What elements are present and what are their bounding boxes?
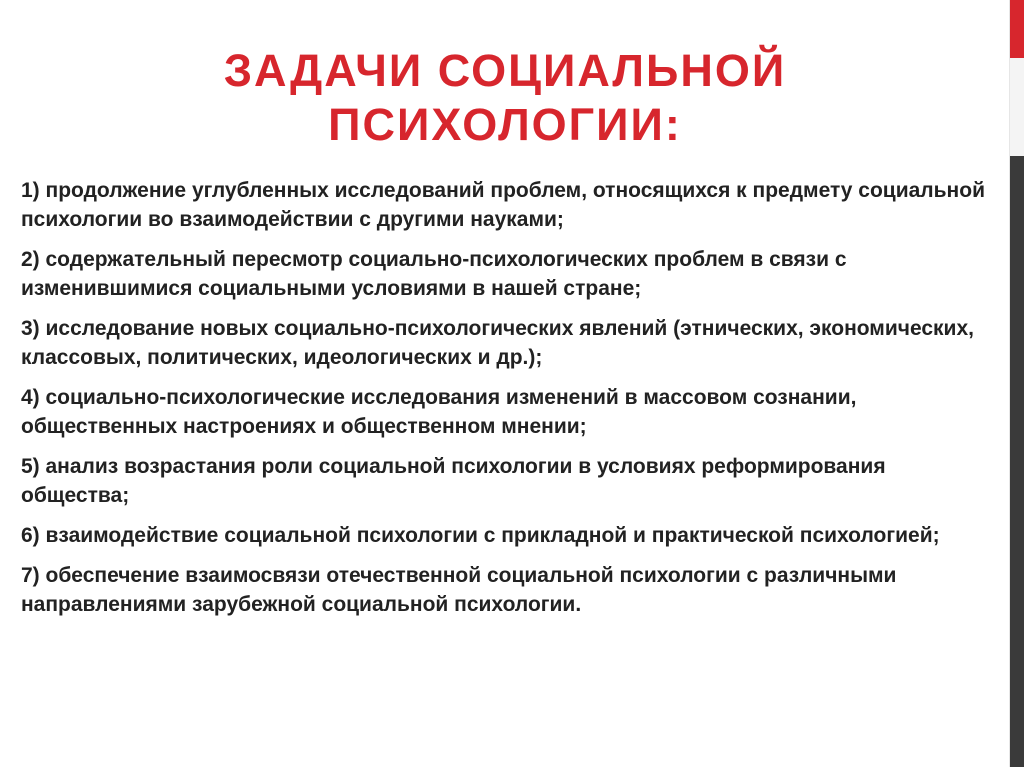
task-item-2: 2) содержательный пересмотр социально-психологических проблем в связи с изменившимися социальными условиями в нашей стране; (21, 248, 847, 300)
slide-title-line-1: ЗАДАЧИ СОЦИАЛЬНОЙ (223, 45, 787, 96)
task-item-4: 4) социально-психологические исследования изменений в массовом сознании, общественных настроениях и общественном мнении; (21, 386, 857, 438)
task-item-6: 6) взаимодействие социальной психологии с прикладной и практической психологией; (21, 524, 940, 547)
task-item-5: 5) анализ возрастания роли социальной психологии в условиях реформирования общества; (21, 455, 886, 507)
task-item-1: 1) продолжение углубленных исследований проблем, относящихся к предмету социальной психологии во взаимодействии с другими науками; (21, 179, 985, 231)
dark-accent-bar (1010, 156, 1024, 767)
red-accent-bar (1010, 0, 1024, 58)
slide-title-line-2: ПСИХОЛОГИИ: (328, 99, 682, 150)
task-item-3: 3) исследование новых социально-психологических явлений (этнических, экономических, классовых, политических, идеологических и др.); (21, 317, 974, 369)
slide-title (0, 44, 1010, 152)
task-list (21, 176, 991, 630)
task-item-7: 7) обеспечение взаимосвязи отечественной социальной психологии с различными направлениями зарубежной социальной психологии. (21, 564, 897, 616)
